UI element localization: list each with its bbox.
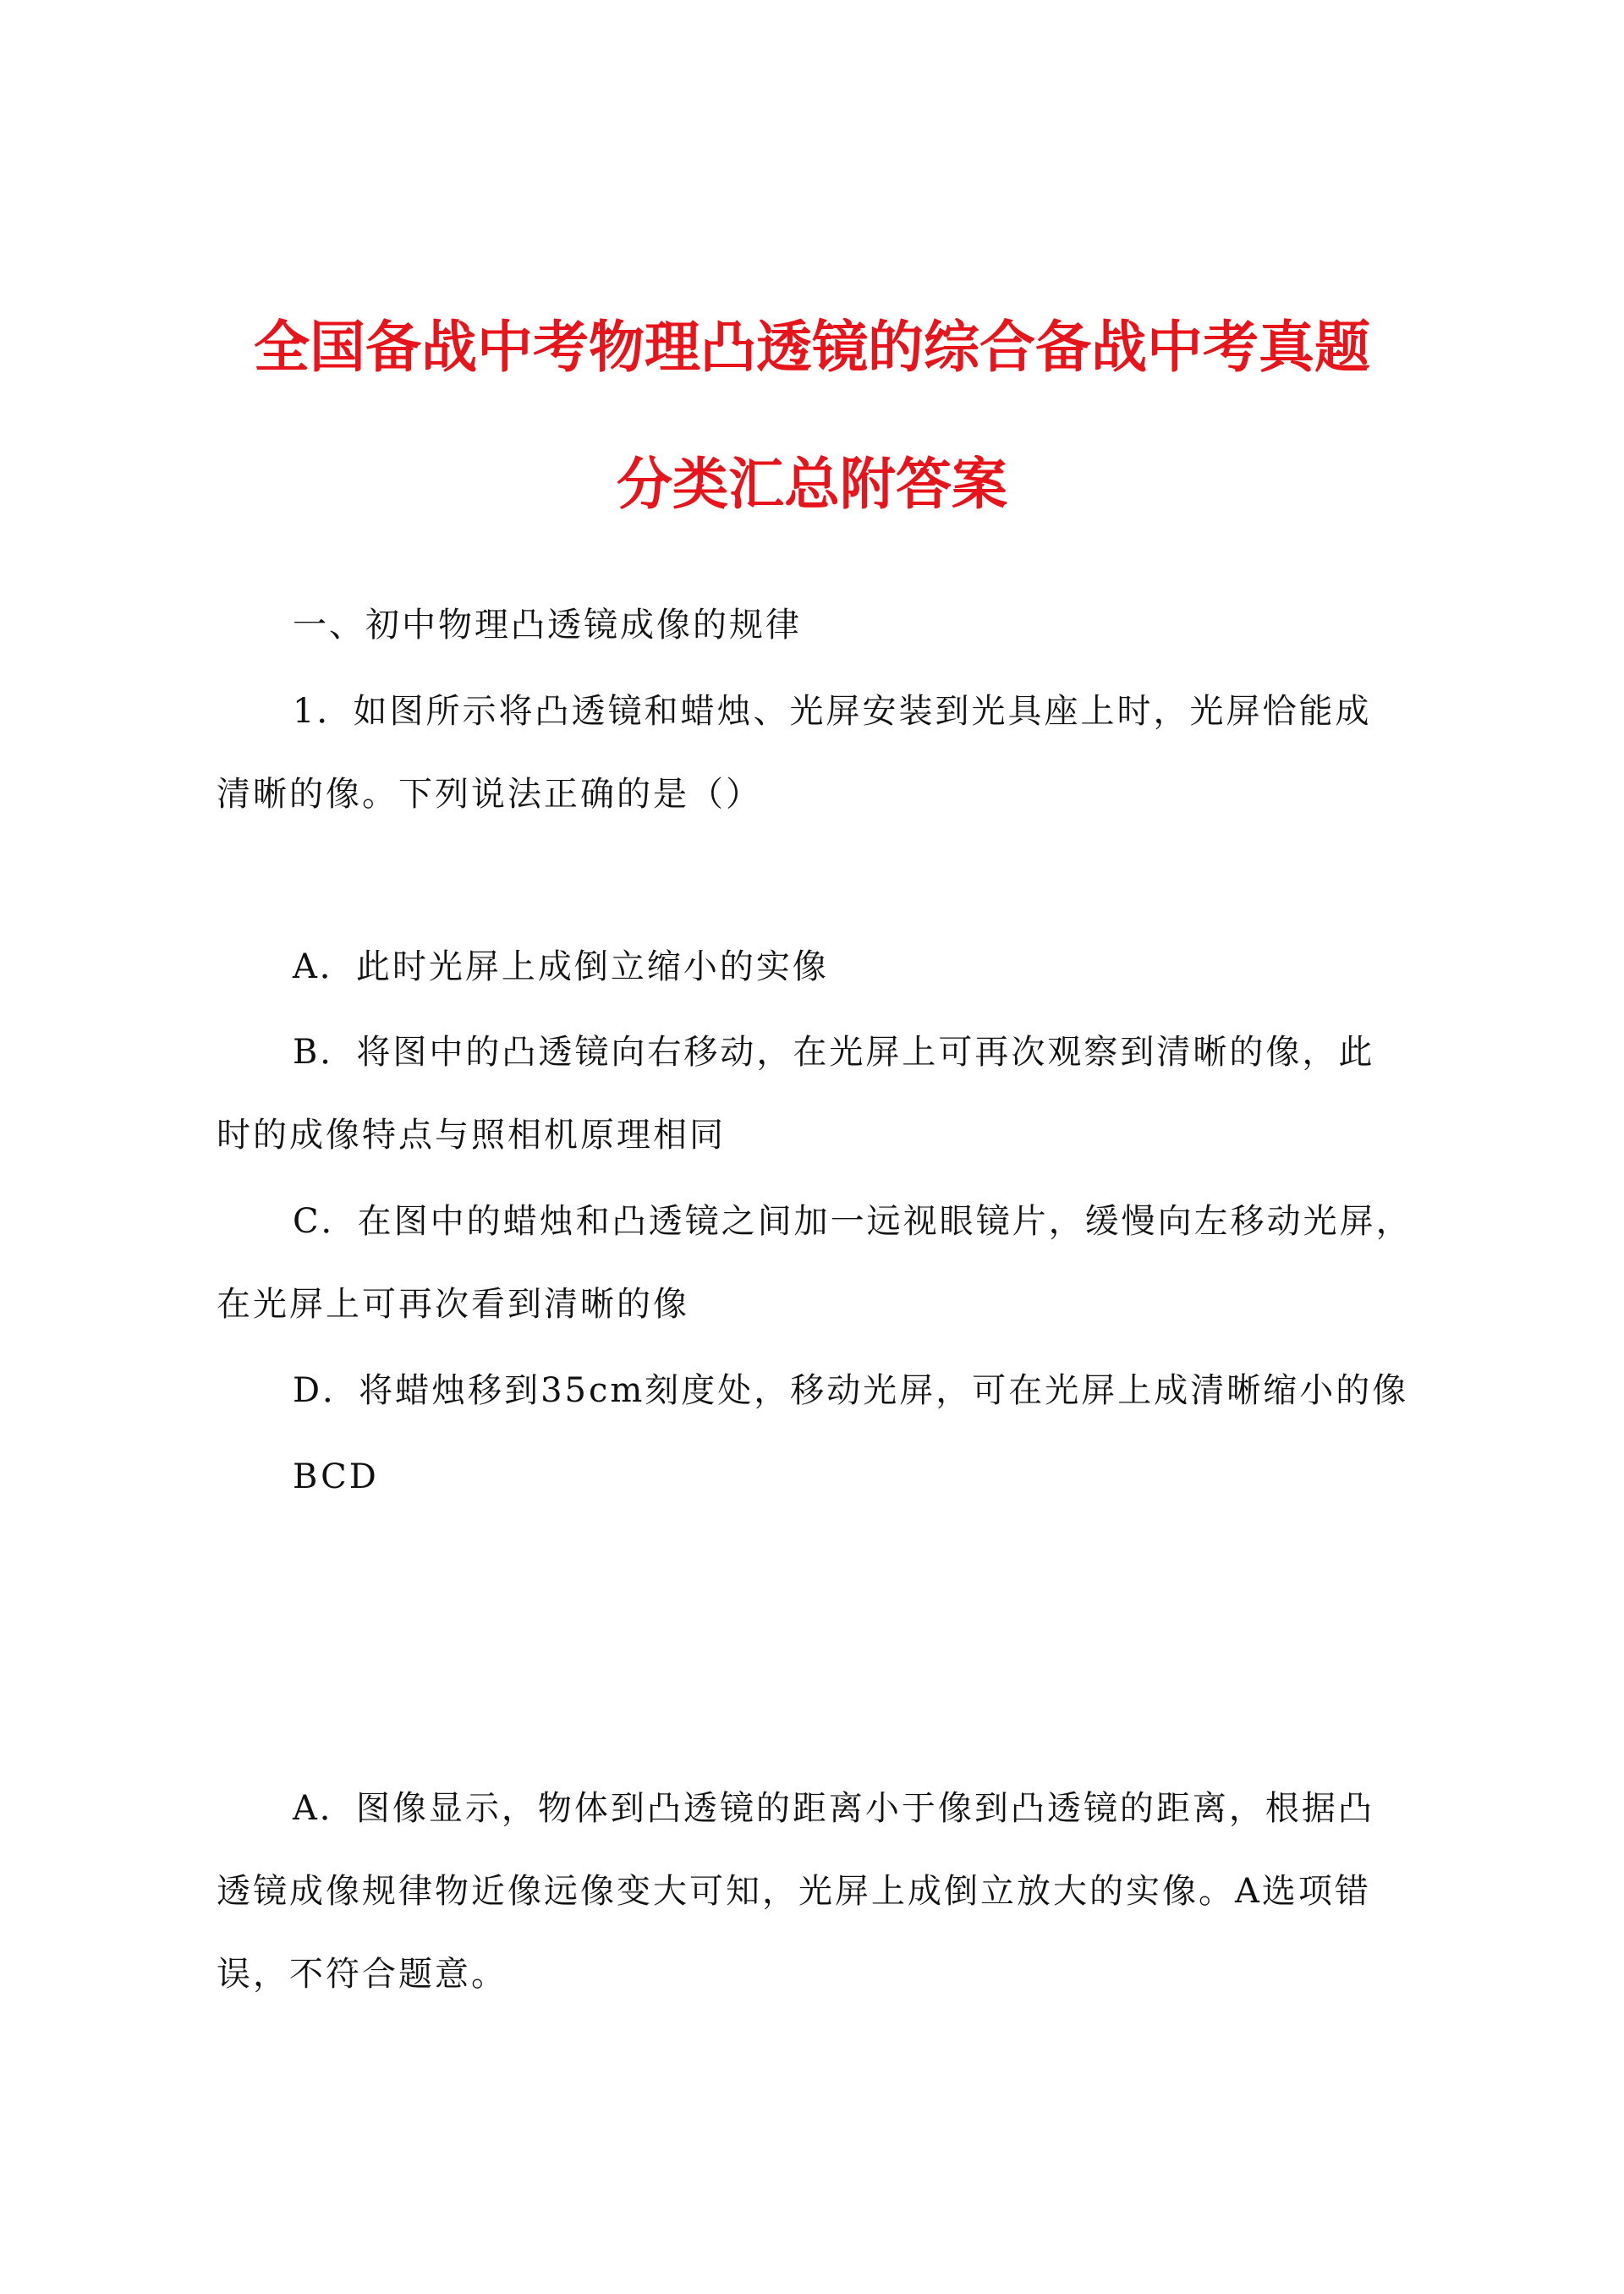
section-heading <box>217 584 1426 667</box>
option-d <box>217 1349 1426 1432</box>
explanation-a-line-1: A．图像显示，物体到凸透镜的距离小于像到凸透镜的距离，根据凸 <box>293 1789 1374 1828</box>
explanation-a-line-2: 透镜成像规律物近像远像变大可知，光屏上成倒立放大的实像。A选项错 <box>217 1872 1371 1911</box>
explanation-a <box>217 1767 1426 2016</box>
question-1-line-1: 1．如图所示将凸透镜和蜡烛、光屏安装到光具座上时，光屏恰能成 <box>293 692 1372 731</box>
option-d-text: D．将蜡烛移到35cm刻度处，移动光屏，可在光屏上成清晰缩小的像 <box>293 1371 1409 1410</box>
option-b-line-1: B．将图中的凸透镜向右移动，在光屏上可再次观察到清晰的像，此 <box>293 1033 1375 1072</box>
option-c-line-1: C．在图中的蜡烛和凸透镜之间加一远视眼镜片，缓慢向左移动光屏， <box>293 1202 1413 1241</box>
question-1 <box>217 670 1426 836</box>
document-title-line-1: 全国备战中考物理凸透镜的综合备战中考真题 <box>254 314 1370 380</box>
explanation-a-line-3: 误，不符合题意。 <box>217 1955 508 1994</box>
option-b <box>217 1011 1426 1177</box>
answer-text: BCD <box>293 1457 379 1496</box>
answer <box>217 1435 1426 1518</box>
option-b-line-2: 时的成像特点与照相机原理相同 <box>217 1116 726 1155</box>
option-c-line-2: 在光屏上可再次看到清晰的像 <box>217 1285 689 1324</box>
question-1-line-2: 清晰的像。下列说法正确的是（） <box>217 775 762 814</box>
document-title-line-2: 分类汇总附答案 <box>617 451 1007 517</box>
option-a <box>217 925 1426 1008</box>
option-a-text: A．此时光屏上成倒立缩小的实像 <box>293 947 829 986</box>
section-heading-text: 一、初中物理凸透镜成像的规律 <box>293 606 802 645</box>
option-c <box>217 1180 1426 1346</box>
